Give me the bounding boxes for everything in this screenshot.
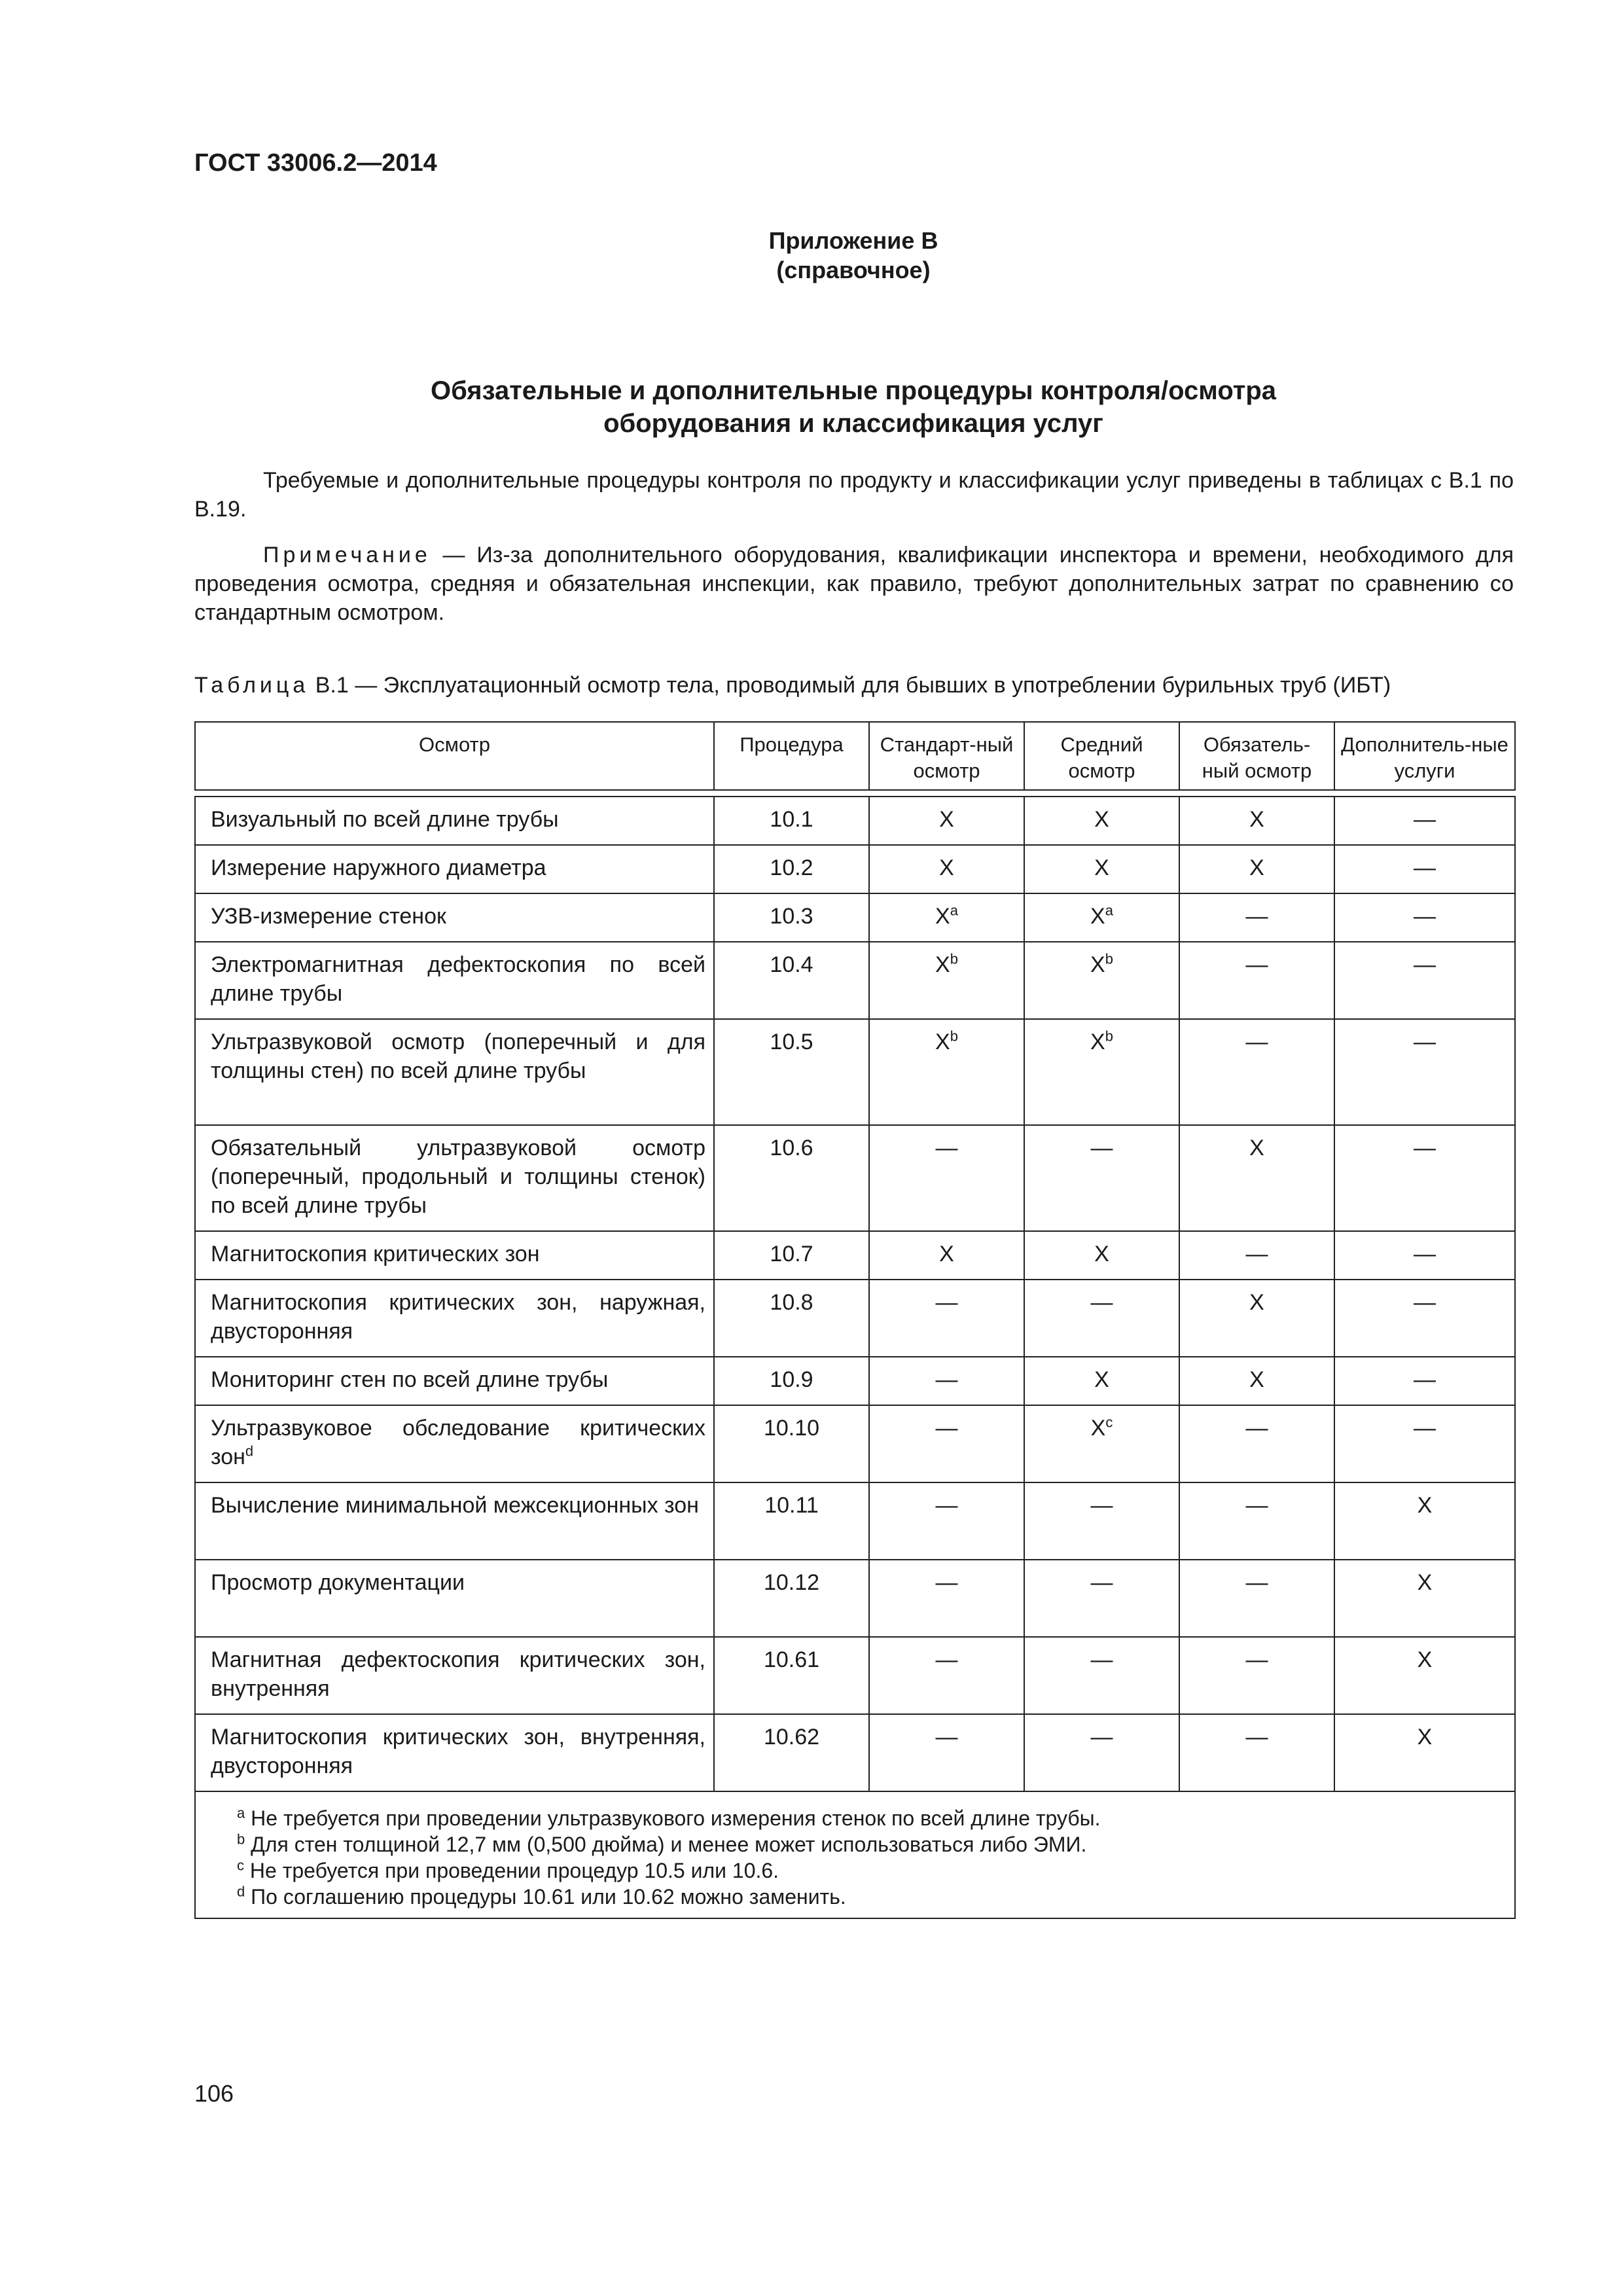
row-additional-mark-text: X <box>1417 1493 1433 1518</box>
row-medium-mark-text: — <box>1090 1493 1113 1518</box>
row-medium-mark-text: X <box>1090 1030 1105 1054</box>
footnote-text: Не требуется при проведении процедур 10.5 или 10.6. <box>244 1859 779 1882</box>
row-mandatory-mark-text: — <box>1245 1242 1268 1266</box>
row-additional-mark <box>1334 1280 1515 1357</box>
row-medium-mark <box>1024 1560 1179 1637</box>
row-inspection-name <box>195 893 714 942</box>
row-mandatory-mark <box>1179 1019 1334 1125</box>
row-procedure <box>714 1019 869 1125</box>
row-medium-mark <box>1024 1714 1179 1791</box>
row-medium-mark <box>1024 797 1179 845</box>
row-standard-mark <box>869 1125 1024 1231</box>
row-additional-mark <box>1334 1357 1515 1405</box>
annex-title <box>0 226 1623 285</box>
row-medium-mark <box>1024 1405 1179 1482</box>
row-medium-mark-text: X <box>1094 1367 1109 1392</box>
row-inspection-name <box>195 845 714 893</box>
row-additional-mark-text: — <box>1414 1290 1436 1315</box>
row-additional-mark-text: X <box>1417 1647 1433 1672</box>
row-mandatory-mark-text: X <box>1249 855 1264 880</box>
row-standard-mark <box>869 845 1024 893</box>
table-row <box>195 1482 1515 1560</box>
row-medium-mark-text: — <box>1090 1290 1113 1315</box>
row-mandatory-mark-text: X <box>1249 1367 1264 1392</box>
column-header-medium: Средний осмотр <box>1024 722 1179 790</box>
row-additional-mark-text: X <box>1417 1725 1433 1749</box>
row-mandatory-mark-text: — <box>1245 1416 1268 1441</box>
row-medium-mark-text: X <box>1094 807 1109 832</box>
row-procedure-text: 10.3 <box>770 904 813 929</box>
table-row <box>195 893 1515 942</box>
annex-subtitle-line: (справочное) <box>776 257 931 283</box>
row-additional-mark <box>1334 1405 1515 1482</box>
row-inspection-name <box>195 1405 714 1482</box>
row-additional-mark-text: — <box>1414 1242 1436 1266</box>
row-inspection-name-text: Мониторинг стен по всей длине трубы <box>211 1367 609 1392</box>
row-procedure <box>714 1482 869 1560</box>
footnote <box>237 1831 1508 1857</box>
row-medium-mark <box>1024 1125 1179 1231</box>
footnote <box>237 1805 1508 1831</box>
row-procedure <box>714 1405 869 1482</box>
row-standard-mark-text: — <box>935 1416 958 1441</box>
row-inspection-name <box>195 1019 714 1125</box>
row-standard-mark-text: — <box>935 1136 958 1160</box>
row-procedure-text: 10.7 <box>770 1242 813 1266</box>
row-additional-mark <box>1334 1560 1515 1637</box>
row-standard-mark <box>869 893 1024 942</box>
row-mandatory-mark-text: X <box>1249 1136 1264 1160</box>
note-label: Примечание <box>263 543 431 567</box>
footnote-ref: b <box>1105 1028 1113 1045</box>
row-inspection-name-text: Магнитная дефектоскопия критических зон, внутренняя <box>211 1647 705 1701</box>
footnote-ref: d <box>245 1443 254 1460</box>
row-mandatory-mark <box>1179 1560 1334 1637</box>
inspection-table <box>194 721 1516 1919</box>
annex-title-line: Приложение В <box>768 227 938 254</box>
row-standard-mark-text: X <box>935 1030 950 1054</box>
row-inspection-name-text: Просмотр документации <box>211 1570 465 1595</box>
section-heading <box>0 374 1623 440</box>
row-standard-mark <box>869 1482 1024 1560</box>
row-mandatory-mark-text: — <box>1245 1725 1268 1749</box>
table-caption-text: В.1 — Эксплуатационный осмотр тела, проводимый для бывших в употреблении бурильных труб (ИБТ) <box>309 673 1391 698</box>
row-mandatory-mark <box>1179 1482 1334 1560</box>
footnote-mark: a <box>237 1804 245 1821</box>
row-standard-mark-text: X <box>935 952 950 977</box>
table-row <box>195 1019 1515 1125</box>
row-standard-mark-text: — <box>935 1493 958 1518</box>
row-medium-mark <box>1024 1482 1179 1560</box>
row-procedure <box>714 942 869 1019</box>
row-standard-mark <box>869 1280 1024 1357</box>
row-procedure-text: 10.61 <box>763 1647 820 1672</box>
row-inspection-name <box>195 1231 714 1280</box>
footnote-ref: b <box>1105 950 1113 967</box>
row-standard-mark-text: X <box>939 855 954 880</box>
row-inspection-name-text: Электромагнитная дефектоскопия по всей длине трубы <box>211 952 705 1006</box>
footnote-ref: a <box>950 902 958 919</box>
table-row <box>195 797 1515 845</box>
row-standard-mark <box>869 797 1024 845</box>
row-mandatory-mark-text: X <box>1249 807 1264 832</box>
row-mandatory-mark <box>1179 942 1334 1019</box>
footnote-ref: a <box>1105 902 1113 919</box>
row-medium-mark <box>1024 1637 1179 1714</box>
row-standard-mark-text: X <box>939 1242 954 1266</box>
row-inspection-name-text: Магнитоскопия критических зон, наружная, двусторонняя <box>211 1290 705 1344</box>
row-additional-mark-text: — <box>1414 1030 1436 1054</box>
row-mandatory-mark-text: X <box>1249 1290 1264 1315</box>
row-procedure <box>714 1231 869 1280</box>
row-additional-mark-text: X <box>1417 1570 1433 1595</box>
row-mandatory-mark <box>1179 1405 1334 1482</box>
row-inspection-name-text: Ультразвуковой осмотр (поперечный и для толщины стен) по всей длине трубы <box>211 1030 705 1083</box>
row-mandatory-mark <box>1179 1231 1334 1280</box>
row-medium-mark-text: X <box>1090 1416 1106 1441</box>
row-mandatory-mark-text: — <box>1245 1570 1268 1595</box>
row-procedure-text: 10.62 <box>763 1725 820 1749</box>
row-additional-mark-text: — <box>1414 904 1436 929</box>
row-inspection-name-text: Визуальный по всей длине трубы <box>211 807 559 832</box>
row-standard-mark <box>869 1019 1024 1125</box>
row-additional-mark-text: — <box>1414 855 1436 880</box>
note-text: — Из-за дополнительного оборудования, квалификации инспектора и времени, необходимого для проведения осмотра, средняя и обязательная инспекции, как правило, требуют дополнительных затрат по сравнению со стандартным осмотром. <box>194 543 1514 625</box>
row-standard-mark <box>869 1231 1024 1280</box>
row-standard-mark-text: — <box>935 1647 958 1672</box>
row-standard-mark-text: — <box>935 1725 958 1749</box>
row-inspection-name-text: Измерение наружного диаметра <box>211 855 546 880</box>
table-footnotes <box>195 1791 1515 1918</box>
row-additional-mark <box>1334 1482 1515 1560</box>
row-inspection-name <box>195 1357 714 1405</box>
footnote-text: По соглашению процедуры 10.61 или 10.62 можно заменить. <box>245 1885 846 1909</box>
table-row <box>195 1280 1515 1357</box>
section-heading-line-2: оборудования и классификация услуг <box>603 409 1103 438</box>
row-procedure <box>714 1714 869 1791</box>
row-procedure <box>714 1280 869 1357</box>
row-inspection-name <box>195 797 714 845</box>
row-additional-mark <box>1334 1231 1515 1280</box>
row-mandatory-mark <box>1179 845 1334 893</box>
row-standard-mark-text: — <box>935 1290 958 1315</box>
table-row <box>195 1560 1515 1637</box>
row-standard-mark-text: — <box>935 1570 958 1595</box>
footnote-ref: c <box>1105 1414 1113 1431</box>
row-procedure <box>714 1357 869 1405</box>
row-additional-mark <box>1334 845 1515 893</box>
column-header-additional: Дополнитель-ные услуги <box>1334 722 1515 790</box>
footnote-mark: d <box>237 1883 245 1900</box>
row-mandatory-mark-text: — <box>1245 1030 1268 1054</box>
row-procedure <box>714 1125 869 1231</box>
footnote-mark: c <box>237 1857 244 1874</box>
footnote <box>237 1884 1508 1910</box>
row-inspection-name <box>195 1714 714 1791</box>
row-standard-mark-text: — <box>935 1367 958 1392</box>
footnote <box>237 1857 1508 1884</box>
row-procedure <box>714 845 869 893</box>
row-mandatory-mark <box>1179 893 1334 942</box>
table-row <box>195 942 1515 1019</box>
footnote-ref: b <box>950 950 958 967</box>
column-header-inspection: Осмотр <box>195 722 714 790</box>
section-heading-line-1: Обязательные и дополнительные процедуры контроля/осмотра <box>430 376 1277 405</box>
row-inspection-name-text: УЗВ-измерение стенок <box>211 904 446 929</box>
row-medium-mark <box>1024 1019 1179 1125</box>
row-medium-mark-text: — <box>1090 1570 1113 1595</box>
row-procedure-text: 10.6 <box>770 1136 813 1160</box>
row-medium-mark-text: — <box>1090 1647 1113 1672</box>
row-procedure <box>714 1560 869 1637</box>
row-mandatory-mark <box>1179 1637 1334 1714</box>
row-additional-mark-text: — <box>1414 952 1436 977</box>
row-additional-mark <box>1334 1125 1515 1231</box>
row-additional-mark <box>1334 1019 1515 1125</box>
row-standard-mark <box>869 1637 1024 1714</box>
row-inspection-name-text: Ультразвуковое обследование критических зон <box>211 1416 705 1469</box>
row-procedure-text: 10.5 <box>770 1030 813 1054</box>
table-row <box>195 1714 1515 1791</box>
row-procedure-text: 10.12 <box>763 1570 820 1595</box>
row-procedure-text: 10.1 <box>770 807 813 832</box>
row-inspection-name <box>195 1125 714 1231</box>
footnote-text: Для стен толщиной 12,7 мм (0,500 дюйма) и менее может использоваться либо ЭМИ. <box>245 1833 1087 1856</box>
row-medium-mark-text: X <box>1094 1242 1109 1266</box>
row-standard-mark <box>869 1714 1024 1791</box>
table-caption <box>194 673 1514 698</box>
row-inspection-name <box>195 942 714 1019</box>
row-standard-mark <box>869 942 1024 1019</box>
table-row <box>195 1637 1515 1714</box>
row-mandatory-mark-text: — <box>1245 904 1268 929</box>
row-medium-mark <box>1024 893 1179 942</box>
row-mandatory-mark <box>1179 1357 1334 1405</box>
row-procedure-text: 10.2 <box>770 855 813 880</box>
row-inspection-name <box>195 1560 714 1637</box>
row-mandatory-mark <box>1179 797 1334 845</box>
row-additional-mark-text: — <box>1414 1136 1436 1160</box>
row-mandatory-mark <box>1179 1125 1334 1231</box>
row-procedure-text: 10.4 <box>770 952 813 977</box>
row-medium-mark-text: — <box>1090 1725 1113 1749</box>
row-procedure-text: 10.11 <box>764 1493 819 1518</box>
row-additional-mark-text: — <box>1414 807 1436 832</box>
row-inspection-name-text: Вычисление минимальной межсекционных зон <box>211 1493 699 1518</box>
footnote-mark: b <box>237 1831 245 1848</box>
row-additional-mark-text: — <box>1414 1367 1436 1392</box>
row-mandatory-mark-text: — <box>1245 1493 1268 1518</box>
row-inspection-name-text: Магнитоскопия критических зон <box>211 1242 540 1266</box>
footnote-text: Не требуется при проведении ультразвукового измерения стенок по всей длине трубы. <box>245 1806 1101 1830</box>
column-header-procedure: Процедура <box>714 722 869 790</box>
row-standard-mark-text: X <box>935 904 950 929</box>
row-additional-mark <box>1334 942 1515 1019</box>
document-header-standard: ГОСТ 33006.2—2014 <box>194 149 437 177</box>
row-standard-mark <box>869 1560 1024 1637</box>
row-mandatory-mark-text: — <box>1245 952 1268 977</box>
row-procedure <box>714 1637 869 1714</box>
row-additional-mark-text: — <box>1414 1416 1436 1441</box>
row-medium-mark-text: X <box>1090 904 1105 929</box>
row-inspection-name-text: Магнитоскопия критических зон, внутренняя, двусторонняя <box>211 1725 705 1778</box>
row-inspection-name <box>195 1280 714 1357</box>
row-inspection-name <box>195 1482 714 1560</box>
footnote-ref: b <box>950 1028 958 1045</box>
column-header-standard: Стандарт-ный осмотр <box>869 722 1024 790</box>
row-additional-mark <box>1334 797 1515 845</box>
row-medium-mark <box>1024 1357 1179 1405</box>
row-standard-mark <box>869 1357 1024 1405</box>
row-medium-mark <box>1024 1280 1179 1357</box>
table-row <box>195 1231 1515 1280</box>
row-procedure-text: 10.9 <box>770 1367 813 1392</box>
row-medium-mark-text: X <box>1090 952 1105 977</box>
row-inspection-name <box>195 1637 714 1714</box>
note-paragraph <box>194 541 1514 627</box>
table-row <box>195 1357 1515 1405</box>
row-procedure <box>714 797 869 845</box>
row-additional-mark <box>1334 1714 1515 1791</box>
row-medium-mark <box>1024 1231 1179 1280</box>
row-mandatory-mark <box>1179 1714 1334 1791</box>
row-standard-mark-text: X <box>939 807 954 832</box>
page-number: 106 <box>194 2080 234 2107</box>
intro-paragraph: Требуемые и дополнительные процедуры контроля по продукту и классификации услуг приведены в таблицах с В.1 по В.19. <box>194 468 1514 522</box>
table-row <box>195 1405 1515 1482</box>
table-row <box>195 1125 1515 1231</box>
row-mandatory-mark <box>1179 1280 1334 1357</box>
row-medium-mark <box>1024 845 1179 893</box>
row-inspection-name-text: Обязательный ультразвуковой осмотр (поперечный, продольный и толщины стенок) по всей длине трубы <box>211 1136 705 1218</box>
column-header-mandatory: Обязатель-ный осмотр <box>1179 722 1334 790</box>
row-procedure-text: 10.8 <box>770 1290 813 1315</box>
row-procedure <box>714 893 869 942</box>
row-medium-mark-text: — <box>1090 1136 1113 1160</box>
table-row <box>195 845 1515 893</box>
table-caption-label: Таблица <box>194 673 310 698</box>
row-additional-mark <box>1334 893 1515 942</box>
row-procedure-text: 10.10 <box>763 1416 820 1441</box>
row-medium-mark-text: X <box>1094 855 1109 880</box>
row-additional-mark <box>1334 1637 1515 1714</box>
row-standard-mark <box>869 1405 1024 1482</box>
row-medium-mark <box>1024 942 1179 1019</box>
row-mandatory-mark-text: — <box>1245 1647 1268 1672</box>
